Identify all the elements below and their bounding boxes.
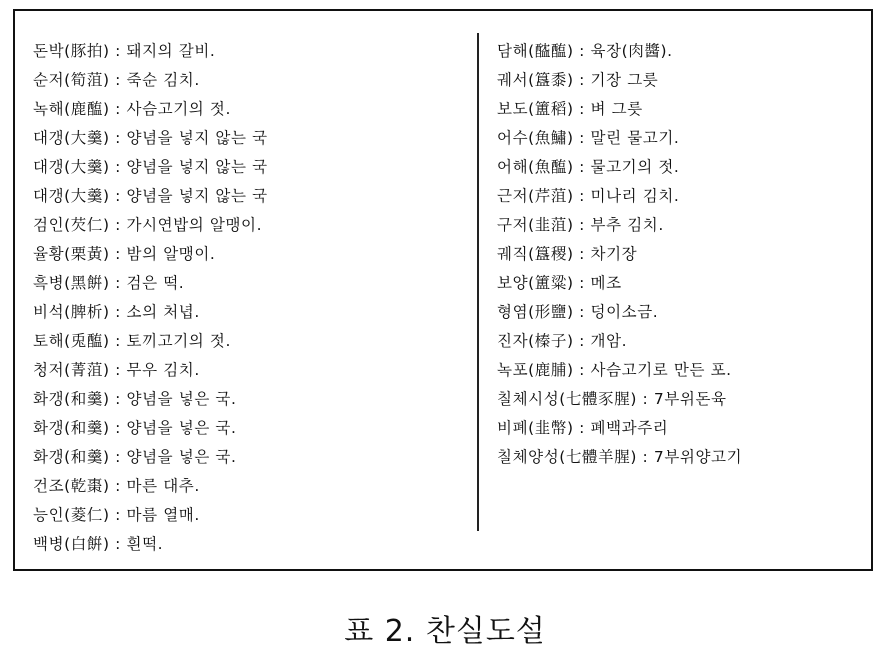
table-row: 궤서(簋黍) : 기장 그릇 — [497, 71, 659, 89]
table-row: 비폐(韭幣) : 폐백과주리 — [497, 419, 669, 437]
right-column — [497, 37, 857, 472]
table-row: 대갱(大羹) : 양념을 넣지 않는 국 — [33, 158, 268, 176]
table-row: 녹포(鹿脯) : 사슴고기로 만든 포. — [497, 361, 732, 379]
table-row: 근저(芹菹) : 미나리 김치. — [497, 187, 680, 205]
table-row: 비석(脾析) : 소의 처녑. — [33, 303, 200, 321]
table-row: 보양(簠粱) : 메조 — [497, 274, 622, 292]
table-row: 백병(白餠) : 흰떡. — [33, 535, 164, 553]
table-row: 궤직(簋稷) : 차기장 — [497, 245, 638, 263]
table-row: 진자(榛子) : 개암. — [497, 332, 628, 350]
table-row: 칠체시성(七體豕腥) : 7부위돈육 — [497, 390, 727, 408]
table-row: 대갱(大羹) : 양념을 넣지 않는 국 — [33, 187, 268, 205]
table-row: 흑병(黑餠) : 검은 떡. — [33, 274, 185, 292]
table-row: 대갱(大羹) : 양념을 넣지 않는 국 — [33, 129, 268, 147]
left-column — [33, 37, 478, 559]
food-glossary-table — [13, 9, 873, 571]
table-caption: 표 2. 찬실도설 — [344, 614, 546, 649]
table-row: 검인(芡仁) : 가시연밥의 알맹이. — [33, 216, 263, 234]
table-row: 녹해(鹿醢) : 사슴고기의 젓. — [33, 100, 232, 118]
table-row: 화갱(和羹) : 양념을 넣은 국. — [33, 419, 237, 437]
table-row: 청저(菁菹) : 무우 김치. — [33, 361, 200, 379]
table-row: 능인(菱仁) : 마름 열매. — [33, 506, 200, 524]
table-row: 어해(魚醢) : 물고기의 젓. — [497, 158, 680, 176]
table-row: 칠체양성(七體羊腥) : 7부위양고기 — [497, 448, 743, 466]
table-row: 토해(兎醢) : 토끼고기의 젓. — [33, 332, 232, 350]
table-row: 어수(魚鱐) : 말린 물고기. — [497, 129, 680, 147]
column-divider — [477, 33, 479, 531]
table-row: 구저(韭菹) : 부추 김치. — [497, 216, 664, 234]
table-row: 율황(栗黃) : 밤의 알맹이. — [33, 245, 216, 263]
table-row: 담해(醓醢) : 육장(肉醬). — [497, 42, 673, 60]
table-row: 화갱(和羹) : 양념을 넣은 국. — [33, 448, 237, 466]
table-row: 순저(筍菹) : 죽순 김치. — [33, 71, 200, 89]
table-row: 형염(形鹽) : 덩이소금. — [497, 303, 659, 321]
table-row: 건조(乾棗) : 마른 대추. — [33, 477, 200, 495]
table-row: 화갱(和羹) : 양념을 넣은 국. — [33, 390, 237, 408]
table-row: 보도(簠稻) : 벼 그릇 — [497, 100, 643, 118]
table-row: 돈박(豚拍) : 돼지의 갈비. — [33, 42, 216, 60]
